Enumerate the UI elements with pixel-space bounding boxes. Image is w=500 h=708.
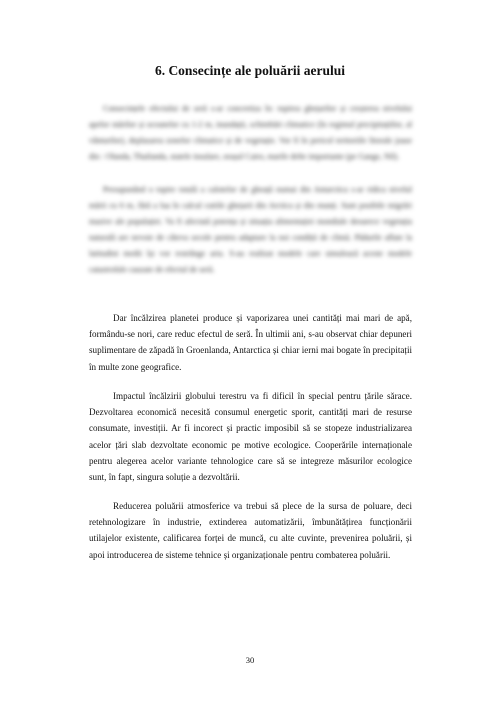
body-paragraph (89, 498, 412, 563)
body-paragraph (89, 388, 412, 485)
blurred-paragraph (89, 182, 412, 278)
body-paragraph (89, 310, 412, 375)
page-number: 30 (245, 655, 255, 665)
paragraph-text: Reducerea poluării atmosferice va trebui să plece de la sursa de poluare, deci retehnologizare în industrie, extinderea automatizării, îmbunătățirea funcționării utilajelor existente, calificarea forței de muncă, cu alte cuvinte, prevenirea poluării, și apoi introducerea de sisteme tehnice și organizaționale pentru combaterea poluării. (89, 501, 412, 560)
section-heading: 6. Consecințe ale poluării aerului (154, 63, 346, 78)
blurred-paragraph-text: Consecințele efectului de seră s-ar concretiza în: topirea ghețarilor și creșterea nivelului apelor mărilor și oceanelor cu 1-2 m, inundații, schimbări climatice (în regimul precipitațiilor, al vânturilor), deplasarea zonelor climatice și de vegetație. Vor fi în pericol teritoriile litorale joase din : Olanda, Thailanda, statele insulare, orașul Cairo, marile delte importante (pe Gange, Nil). (89, 104, 412, 161)
paragraph-text: Dar încălzirea planetei produce și vaporizarea unei cantități mai mari de apă, formându-se nori, care reduc efectul de seră. În ultimii ani, s-au observat chiar depuneri suplimentare de zăpadă în Groenlanda, Antarctica și chiar ierni mai bogate în precipitații în multe zone geografice. (89, 313, 412, 372)
blurred-paragraph (89, 101, 412, 165)
blurred-paragraph-text: Presupunând o topire totală a calotelor de gheață numai din Antarctica s-ar ridica nivelul mării cu 6 m, fără a lua în calcul cutiile ghețarii din Arctica și din munți. Sunt posibile migrări masive ale populației. Va fi afectată potența și situația alimentației mondiale deoarece vegetația naturală are nevoie de câteva secole pentru adaptare la noi condiții de climă. Pădurile aflate la latitudini medii își vor restrânge aria. S-au realizat modele care simulează aceste modele catastrofale cauzate de efectul de seră. (89, 185, 412, 274)
paragraph-text: Impactul încălzirii globului terestru va fi dificil în special pentru țările sărace. Dezvoltarea economică necesită consumul energetic sporit, cantități mari de resurse consumate, investiții. Ar fi incorect și practic imposibil să se stopeze industrializarea acelor țări slab dezvoltate economic pe motive ecologice. Cooperările internaționale pentru alegerea acelor variante tehnologice care să se integreze măsurilor ecologice sunt, în fapt, singura soluție a dezvoltării. (89, 391, 412, 483)
